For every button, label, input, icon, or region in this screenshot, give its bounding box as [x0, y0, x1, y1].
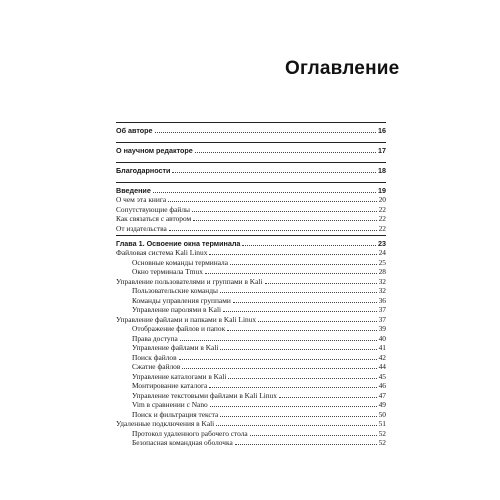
toc-entry[interactable] [116, 343, 386, 353]
toc-entry-label: Управление паролями в Kali [132, 305, 222, 314]
toc-entry-label: О чем эта книга [116, 195, 167, 204]
toc-entry-label: Удаленные подключения в Kali [116, 419, 215, 428]
toc-entry[interactable] [116, 315, 386, 325]
toc-entry-page-number: 44 [378, 362, 386, 371]
dot-leader [205, 273, 377, 274]
dot-leader [192, 211, 377, 212]
toc-heading-entry[interactable] [116, 239, 386, 249]
toc-entry-page-number: 32 [378, 276, 386, 286]
toc-entry-label: Введение [116, 185, 151, 195]
toc-entry-page-number: 40 [378, 333, 386, 343]
toc-entry[interactable] [116, 214, 386, 224]
toc-entry-page-number: 46 [378, 381, 386, 390]
toc-entry-label: Поиск файлов [132, 352, 177, 362]
dot-leader [193, 220, 376, 221]
toc-entry-label: Команды управления группами [132, 295, 231, 305]
dot-leader [258, 321, 377, 322]
toc-entry-label: Сопутствующие файлы [116, 204, 191, 214]
toc-entry[interactable] [116, 391, 386, 401]
toc-entry-page-number: 32 [378, 286, 386, 295]
dot-leader [209, 254, 376, 255]
toc-entry-label: От издательства [116, 223, 167, 233]
toc-entry-label: Как связаться с автором [116, 214, 192, 223]
dot-leader [169, 230, 377, 231]
toc-heading-entry[interactable] [116, 186, 386, 196]
dot-leader [182, 368, 376, 369]
toc-section [116, 236, 386, 450]
dot-leader [223, 311, 377, 312]
toc-entry-label: Благодарности [116, 165, 171, 175]
dot-leader [180, 340, 377, 341]
toc-entry-page-number: 17 [378, 145, 386, 155]
dot-leader [172, 172, 376, 173]
toc-entry-page-number: 39 [378, 324, 386, 333]
toc-entry[interactable] [116, 267, 386, 277]
toc-entry[interactable] [116, 324, 386, 334]
dot-leader [168, 201, 376, 202]
page-title: Оглавление [285, 58, 400, 79]
toc-entry[interactable] [116, 296, 386, 306]
toc-entry-label: Протокол удаленного рабочего стола [132, 428, 248, 438]
dot-leader [230, 264, 377, 265]
dot-leader [250, 435, 377, 436]
toc-entry[interactable] [116, 353, 386, 363]
toc-entry-label: Vim в сравнении с Nano [132, 400, 208, 409]
toc-entry[interactable] [116, 205, 386, 215]
toc-entry-label: Управление каталогами в Kali [132, 371, 227, 381]
dot-leader [279, 397, 377, 398]
toc-section [116, 123, 386, 142]
dot-leader [220, 292, 377, 293]
toc-entry-page-number: 20 [378, 195, 386, 204]
toc-entry[interactable] [116, 400, 386, 410]
dot-leader [195, 152, 376, 153]
toc-entry[interactable] [116, 248, 386, 258]
toc-section [116, 183, 386, 235]
dot-leader [220, 349, 376, 350]
toc-entry-label: Управление файлами в Kali [132, 343, 219, 352]
table-of-contents [116, 122, 386, 450]
toc-entry[interactable] [116, 195, 386, 205]
toc-entry-page-number: 25 [378, 257, 386, 267]
dot-leader [242, 245, 376, 246]
toc-entry-page-number: 22 [378, 223, 386, 233]
toc-entry-page-number: 52 [378, 438, 386, 447]
toc-entry-page-number: 36 [378, 295, 386, 305]
dot-leader [227, 330, 376, 331]
toc-entry-label: Пользовательские команды [132, 286, 218, 295]
toc-entry-label: Монтирование каталога [132, 381, 208, 390]
dot-leader [153, 192, 376, 193]
toc-entry-page-number: 37 [378, 305, 386, 314]
toc-entry[interactable] [116, 429, 386, 439]
toc-entry-label: Управление текстовыми файлами в Kali Linux [132, 390, 277, 400]
toc-entry[interactable] [116, 286, 386, 296]
toc-entry-label: Безопасная командная оболочка [132, 438, 233, 447]
toc-section [116, 163, 386, 182]
toc-entry-label: Права доступа [132, 333, 178, 343]
dot-leader [228, 378, 376, 379]
toc-entry-page-number: 45 [378, 371, 386, 381]
toc-heading-entry[interactable] [116, 166, 386, 176]
toc-entry-page-number: 22 [378, 204, 386, 214]
toc-entry-page-number: 28 [378, 267, 386, 276]
dot-leader [216, 425, 376, 426]
toc-entry-label: Отображение файлов и папок [132, 324, 226, 333]
toc-entry-page-number: 23 [378, 238, 386, 248]
dot-leader [265, 283, 377, 284]
toc-section [116, 143, 386, 162]
toc-entry-label: Глава 1. Освоение окна терминала [116, 238, 241, 248]
toc-entry[interactable] [116, 305, 386, 315]
toc-entry-label: Сжатие файлов [132, 362, 181, 371]
toc-heading-entry[interactable] [116, 146, 386, 156]
dot-leader [155, 132, 376, 133]
dot-leader [220, 416, 376, 417]
toc-entry[interactable] [116, 224, 386, 234]
toc-entry-page-number: 51 [378, 419, 386, 428]
toc-entry-label: Об авторе [116, 125, 153, 135]
toc-entry-page-number: 22 [378, 214, 386, 223]
toc-entry[interactable] [116, 372, 386, 382]
toc-heading-entry[interactable] [116, 126, 386, 136]
toc-entry[interactable] [116, 277, 386, 287]
toc-entry-page-number: 24 [378, 248, 386, 257]
toc-entry[interactable] [116, 381, 386, 391]
toc-entry-page-number: 19 [378, 185, 386, 195]
dot-leader [233, 302, 377, 303]
toc-entry-page-number: 49 [378, 400, 386, 409]
dot-leader [209, 387, 376, 388]
toc-entry[interactable] [116, 419, 386, 429]
toc-entry-label: Поиск и фильтрация текста [132, 409, 219, 419]
toc-entry-label: Управление пользователями и группами в Kali [116, 276, 263, 286]
toc-entry-label: Окно терминала Tmux [132, 267, 203, 276]
toc-entry-page-number: 41 [378, 343, 386, 352]
toc-entry-label: Управление файлами и папками в Kali Linux [116, 314, 257, 324]
toc-entry[interactable] [116, 258, 386, 268]
toc-entry[interactable] [116, 410, 386, 420]
toc-entry[interactable] [116, 438, 386, 448]
dot-leader [235, 444, 377, 445]
toc-entry[interactable] [116, 362, 386, 372]
toc-entry-page-number: 50 [378, 409, 386, 419]
toc-entry-page-number: 18 [378, 165, 386, 175]
toc-entry-page-number: 42 [378, 352, 386, 362]
dot-leader [210, 406, 377, 407]
toc-entry-page-number: 16 [378, 125, 386, 135]
toc-entry-page-number: 47 [378, 390, 386, 400]
toc-entry-page-number: 37 [378, 314, 386, 324]
toc-entry-page-number: 52 [378, 428, 386, 438]
toc-entry-label: Основные команды терминала [132, 257, 229, 267]
toc-entry-label: О научном редакторе [116, 145, 193, 155]
toc-entry[interactable] [116, 334, 386, 344]
dot-leader [179, 359, 377, 360]
toc-entry-label: Файловая система Kali Linux [116, 248, 208, 257]
